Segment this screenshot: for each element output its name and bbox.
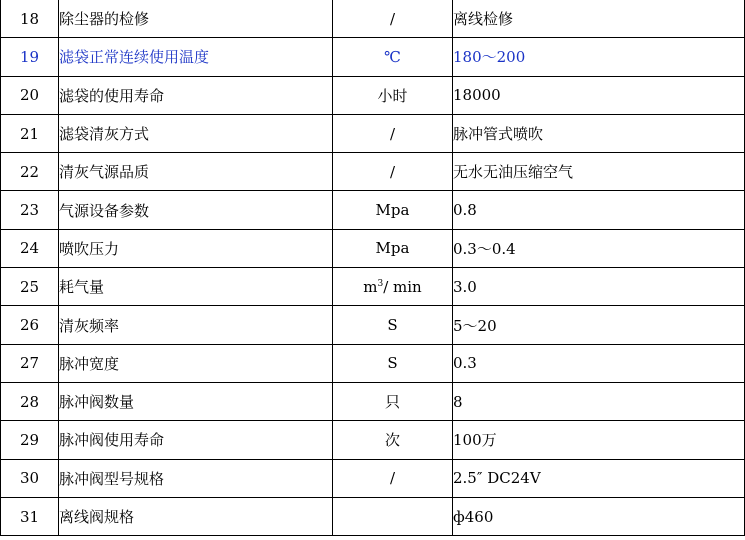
row-value: 18000 [453,76,745,114]
row-item-name: 脉冲宽度 [59,344,333,382]
table-row [1,382,745,420]
row-unit [333,497,453,535]
row-item-name: 清灰频率 [59,306,333,344]
row-number: 20 [1,76,59,114]
table-row-highlighted [1,38,745,76]
row-value: 8 [453,382,745,420]
row-value: 无水无油压缩空气 [453,153,745,191]
row-item-name: 除尘器的检修 [59,0,333,38]
row-number: 19 [1,38,59,76]
row-number: 23 [1,191,59,229]
row-item-name: 气源设备参数 [59,191,333,229]
row-item-name: 离线阀规格 [59,497,333,535]
row-unit: / [333,459,453,497]
row-unit: S [333,344,453,382]
table-row [1,229,745,267]
table-row [1,459,745,497]
unit-superscript: 3 [377,278,384,289]
row-unit: / [333,153,453,191]
table-row [1,153,745,191]
row-unit: 小时 [333,76,453,114]
row-item-name: 清灰气源品质 [59,153,333,191]
row-number: 27 [1,344,59,382]
row-number: 25 [1,268,59,306]
row-unit [333,268,453,306]
row-value: 2.5″ DC24V [453,459,745,497]
table-row [1,306,745,344]
table-row [1,76,745,114]
row-value: ф460 [453,497,745,535]
row-number: 24 [1,229,59,267]
row-value: 0.8 [453,191,745,229]
row-item-name: 滤袋清灰方式 [59,114,333,152]
row-unit: / [333,0,453,38]
row-value: 3.0 [453,268,745,306]
row-item-name: 脉冲阀数量 [59,382,333,420]
row-unit: ℃ [333,38,453,76]
row-unit: Mpa [333,191,453,229]
row-value: 180～200 [453,38,745,76]
row-value: 5～20 [453,306,745,344]
unit-base: m [363,277,378,296]
row-value: 脉冲管式喷吹 [453,114,745,152]
row-item-name: 滤袋正常连续使用温度 [59,38,333,76]
row-number: 26 [1,306,59,344]
row-unit: 次 [333,421,453,459]
row-item-name: 耗气量 [59,268,333,306]
row-item-name: 脉冲阀使用寿命 [59,421,333,459]
table-row [1,268,745,306]
row-unit: 只 [333,382,453,420]
row-number: 31 [1,497,59,535]
row-value: 离线检修 [453,0,745,38]
row-number: 29 [1,421,59,459]
row-number: 21 [1,114,59,152]
table-row [1,497,745,535]
row-number: 22 [1,153,59,191]
table-row [1,191,745,229]
row-number: 30 [1,459,59,497]
table-row [1,0,745,38]
row-unit: S [333,306,453,344]
unit-rest: / min [383,277,422,296]
row-item-name: 滤袋的使用寿命 [59,76,333,114]
table-row [1,344,745,382]
row-unit: Mpa [333,229,453,267]
table-row [1,114,745,152]
row-item-name: 脉冲阀型号规格 [59,459,333,497]
row-number: 18 [1,0,59,38]
table-row [1,421,745,459]
row-value: 0.3～0.4 [453,229,745,267]
row-unit: / [333,114,453,152]
row-number: 28 [1,382,59,420]
row-item-name: 喷吹压力 [59,229,333,267]
row-value: 100万 [453,421,745,459]
row-value: 0.3 [453,344,745,382]
